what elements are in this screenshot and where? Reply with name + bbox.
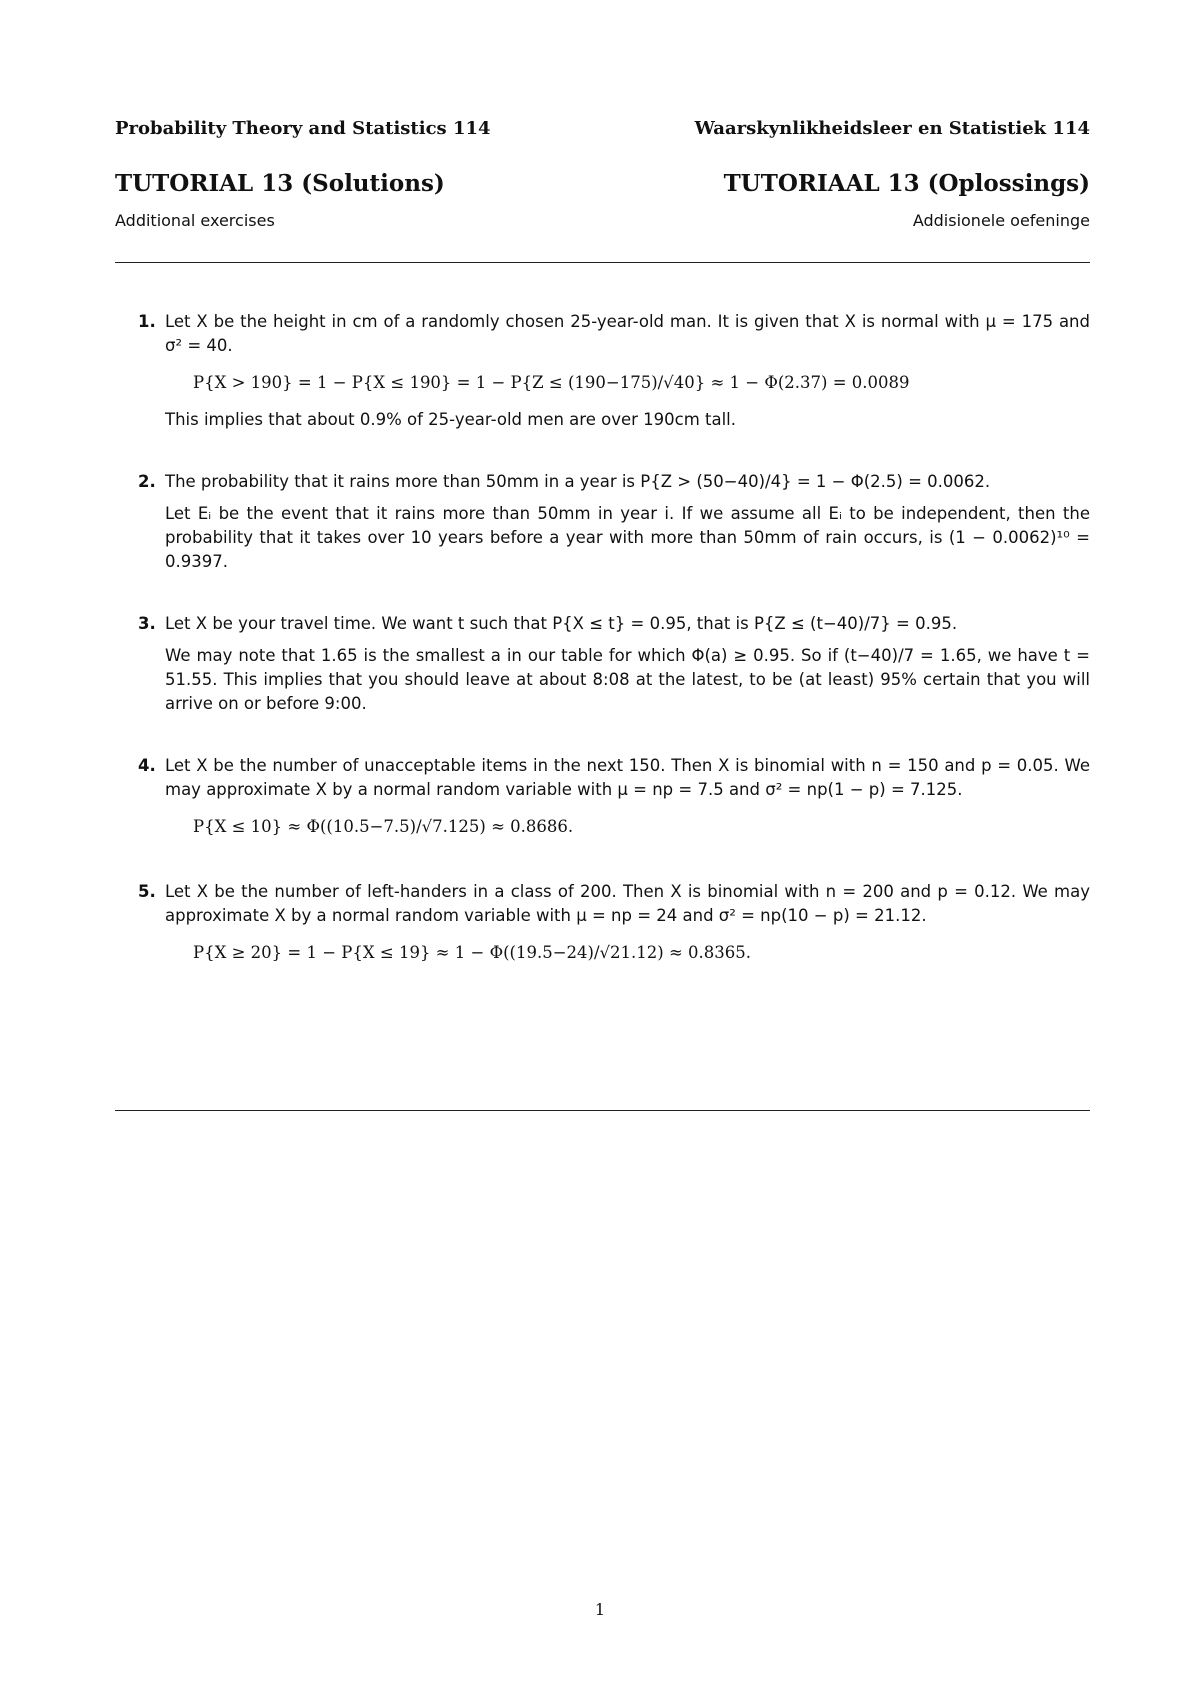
top-divider xyxy=(115,262,1090,263)
question-4 xyxy=(115,754,1090,842)
equation: P{X ≤ 10} ≈ Φ((10.5−7.5)/√7.125) ≈ 0.8686. xyxy=(193,817,574,836)
tutorial-title-afrikaans: TUTORIAAL 13 (Oplossings) xyxy=(723,170,1090,197)
question-number: 1. xyxy=(138,312,156,331)
tutorial-title-row xyxy=(115,170,1090,197)
subtitle-afrikaans: Addisionele oefeninge xyxy=(912,211,1090,230)
question-text: The probability that it rains more than 50mm in a year is P{Z > (50−40)/4} = 1 − Φ(2.5) = 0.0062. xyxy=(165,472,991,491)
solutions-body xyxy=(115,310,1090,1006)
question-number: 5. xyxy=(138,882,156,901)
question-conclusion: This implies that about 0.9% of 25-year-old men are over 190cm tall. xyxy=(165,410,737,429)
page-number: 1 xyxy=(594,1600,606,1619)
question-3 xyxy=(115,612,1090,716)
question-number: 3. xyxy=(138,614,156,633)
course-title-afrikaans: Waarskynlikheidsleer en Statistiek 114 xyxy=(694,118,1090,139)
question-number: 4. xyxy=(138,756,156,775)
question-1 xyxy=(115,310,1090,432)
subtitle-english: Additional exercises xyxy=(115,211,275,230)
question-text: Let X be the number of left-handers in a class of 200. Then X is binomial with n = 200 and p = 0.12. We may approximate X by a normal random variable with μ = np = 24 and σ² = np(10 − p) = 21.12. xyxy=(165,882,1090,925)
question-5 xyxy=(115,880,1090,968)
question-text: Let X be the number of unacceptable items in the next 150. Then X is binomial with n = 150 and p = 0.05. We may approximate X by a normal random variable with μ = np = 7.5 and σ² = np(1 − p) = 7.125. xyxy=(165,756,1090,799)
equation: P{X ≥ 20} = 1 − P{X ≤ 19} ≈ 1 − Φ((19.5−24)/√21.12) ≈ 0.8365. xyxy=(193,943,752,962)
equation: P{X > 190} = 1 − P{X ≤ 190} = 1 − P{Z ≤ (190−175)/√40} ≈ 1 − Φ(2.37) = 0.0089 xyxy=(193,373,910,392)
question-number: 2. xyxy=(138,472,156,491)
course-title-english: Probability Theory and Statistics 114 xyxy=(115,118,491,139)
question-2 xyxy=(115,470,1090,574)
course-header xyxy=(115,118,1090,139)
question-conclusion: Let Eᵢ be the event that it rains more than 50mm in year i. If we assume all Eᵢ to be independent, then the probability that it takes over 10 years before a year with more than 50mm of rain occurs, is (1 − 0.0062)¹⁰ = 0.9397. xyxy=(165,504,1090,571)
question-text: Let X be the height in cm of a randomly chosen 25-year-old man. It is given that X is normal with μ = 175 and σ² = 40. xyxy=(165,312,1090,355)
bottom-divider xyxy=(115,1110,1090,1111)
question-text: Let X be your travel time. We want t such that P{X ≤ t} = 0.95, that is P{Z ≤ (t−40)/7} = 0.95. xyxy=(165,614,958,633)
question-conclusion: We may note that 1.65 is the smallest a in our table for which Φ(a) ≥ 0.95. So if (t−40)/7 = 1.65, we have t = 51.55. This implies that you should leave at about 8:08 at the latest, to be (at least) 95% certain that you will arrive on or before 9:00. xyxy=(165,646,1090,713)
subtitle-row xyxy=(115,211,1090,230)
tutorial-title-english: TUTORIAL 13 (Solutions) xyxy=(115,170,445,197)
